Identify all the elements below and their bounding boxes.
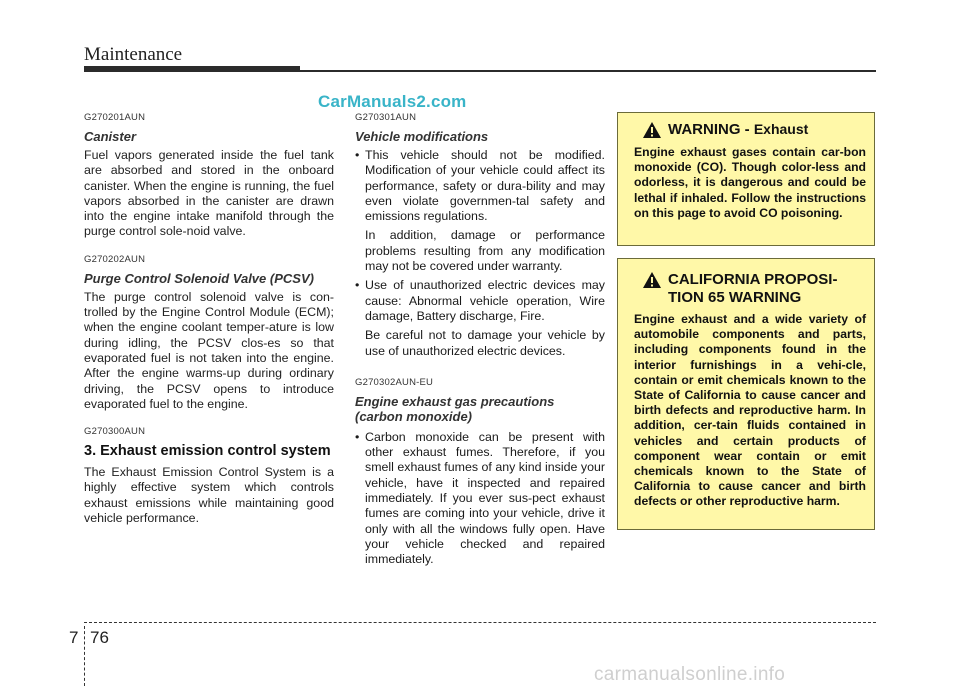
warning-title-line1: CALIFORNIA PROPOSI-: [668, 271, 838, 288]
spacer: [355, 359, 605, 377]
section-body-exhaust: The Exhaust Emission Control System is a highly effective system which controls exhaust emissions while maintaining good vehicle performance.: [84, 465, 334, 526]
warning-title-line2: TION 65 WARNING: [668, 289, 802, 306]
section-body-canister: Fuel vapors generated inside the fuel tank are absorbed and stored in the onboard canister. When the engine is running, the fuel vapors absorbed in the canister are drawn into the engine intake manifold through the purge control sole-noid valve.: [84, 148, 334, 239]
footer-divider: [84, 622, 876, 623]
column-left: [84, 112, 334, 526]
spacer: [84, 412, 334, 426]
section-code: G270301AUN: [355, 112, 417, 123]
list-item-text: Use of unauthorized electric devices may cause: Abnormal vehicle operation, Wire damage, Battery discharge, Fire.: [365, 278, 605, 323]
warning-triangle-icon: [642, 271, 662, 289]
footer-site-watermark: carmanualsonline.info: [594, 664, 786, 685]
warning-title: [634, 271, 866, 289]
warning-title-sub: Exhaust: [753, 121, 809, 137]
bullet-icon: •: [355, 148, 360, 162]
warning-body: Engine exhaust and a wide variety of automobile components and parts, including components found in the interior furnishings in a vehi-cle, contain or emit chemicals known to the State of California to cause cancer and birth defects and reproductive harm. In addition, cer-tain fluids contained in vehicles and certain products of component wear contain or emit chemicals known to the State of California to cause cancer and birth defects or other reproductive harm.: [634, 312, 866, 509]
warning-triangle-icon: [642, 121, 662, 139]
footer-vertical-divider: [84, 626, 85, 686]
list-item-text: This vehicle should not be modified. Modification of your vehicle could affect its performance, safety or dura-bility and may even violate governmen-tal safety and emissions regulations.: [365, 148, 605, 224]
list-item: [355, 148, 605, 224]
page-number: 76: [90, 628, 109, 647]
bullet-icon: •: [355, 429, 360, 444]
warning-title: [634, 121, 866, 139]
list-item: [355, 278, 605, 324]
section-heading-exhaust: 3. Exhaust emission control system: [84, 443, 331, 460]
spacer: [84, 240, 334, 254]
section-title-canister: Canister: [84, 129, 137, 144]
section-code: G270202AUN: [84, 253, 146, 265]
warning-box-prop65: [617, 258, 875, 530]
section-title-modifications: Vehicle modifications: [355, 129, 489, 144]
list-item-note: Be careful not to damage your vehicle by use of unauthorized electric devices.: [365, 328, 605, 358]
section-title-exhaust-precautions: Engine exhaust gas precautions (carbon monoxide): [355, 393, 555, 424]
list-item-note: In addition, damage or performance problems resulting from any modification may not be covered under warranty.: [365, 228, 605, 274]
list-item: [355, 430, 605, 568]
column-middle: [355, 112, 605, 568]
section-code: G270201AUN: [84, 112, 146, 123]
section-title-pcsv: Purge Control Solenoid Valve (PCSV): [84, 270, 314, 286]
page-header-title: Maintenance: [84, 44, 183, 65]
page-section-number: 7: [69, 628, 79, 647]
section-body-pcsv: The purge control solenoid valve is con-trolled by the Engine Control Module (ECM); when the engine coolant temper-ature is low during idling, the PCSV clos-es so that evaporated fuel is not taken into the engine. After the engine warms-up during ordinary driving, the PCSV opens to introduce evaporated fuel to the engine.: [84, 289, 334, 411]
list-item-text: Carbon monoxide can be present with other exhaust fumes. Therefore, if you smell exhaust fumes of any kind inside your vehicle, have it inspected and repaired immediately. If you ever sus-pect exhaust fumes are coming into your vehicle, drive it only with all the windows fully open. Have your vehicle checked and repaired immediately.: [365, 429, 605, 567]
warning-body: Engine exhaust gases contain car-bon monoxide (CO). Though color-less and odorless, it is dangerous and could be lethal if inhaled. Follow the instructions on this page to avoid CO poisoning.: [634, 145, 866, 220]
header-rule-thick: [84, 66, 300, 72]
bullet-icon: •: [355, 278, 360, 293]
warning-box-exhaust: [617, 112, 875, 246]
section-code: G270300AUN: [84, 426, 146, 438]
section-code: G270302AUN-EU: [355, 376, 434, 388]
watermark-link[interactable]: CarManuals2.com: [318, 92, 467, 111]
warning-title-main: WARNING -: [668, 121, 754, 138]
header-rule-thin: [300, 70, 876, 72]
